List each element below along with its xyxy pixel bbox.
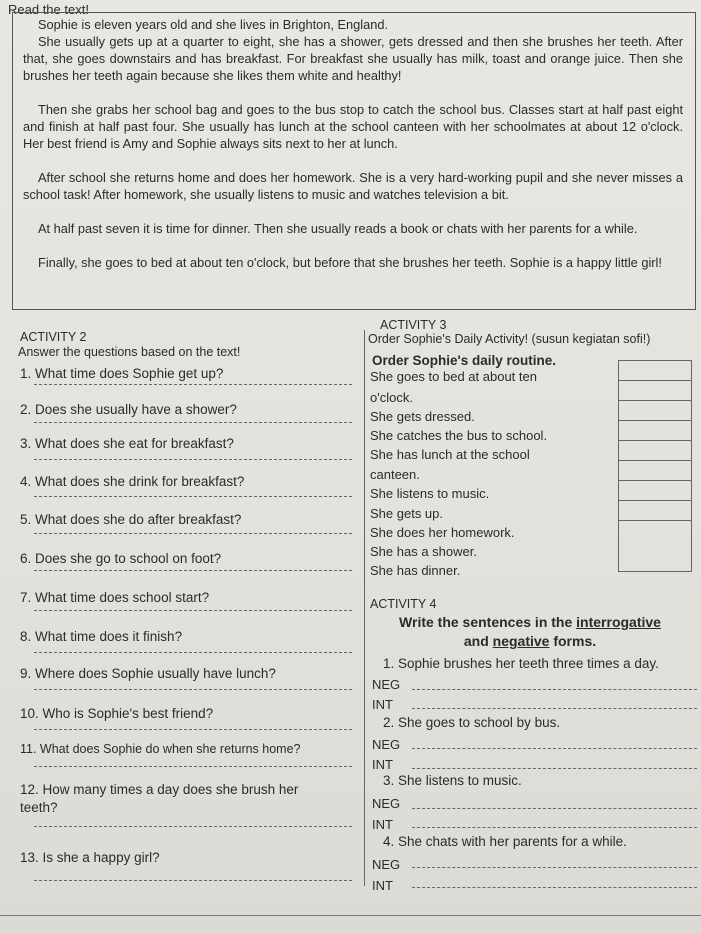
question-10: 10. Who is Sophie's best friend? [20, 706, 214, 721]
routine-item: She does her homework. [370, 525, 515, 540]
question-8: 8. What time does it finish? [20, 629, 183, 644]
activity2-title: ACTIVITY 2 [20, 330, 87, 344]
int-answer-line-2[interactable] [412, 768, 697, 769]
answer-line-7[interactable] [34, 610, 352, 611]
routine-item: She has a shower. [370, 544, 477, 559]
reading-text-box [12, 12, 696, 310]
page-bottom-divider [0, 915, 701, 916]
instruction-text: Write the sentences in the [399, 614, 577, 630]
answer-line-5[interactable] [34, 533, 352, 534]
question-2: 2. Does she usually have a shower? [20, 402, 237, 417]
question-11: 11. What does Sophie do when she returns home? [20, 742, 301, 756]
order-box[interactable] [618, 440, 692, 461]
reading-paragraph-1: Sophie is eleven years old and she lives in Brighton, England. [38, 17, 389, 32]
routine-item: canteen. [370, 467, 420, 482]
neg-label: NEG [372, 677, 401, 692]
instruction-text: forms. [549, 633, 597, 649]
order-box[interactable] [618, 480, 692, 501]
activity2-instruction: Answer the questions based on the text! [18, 345, 241, 359]
sentence-3: 3. She listens to music. [383, 773, 522, 788]
answer-line-3[interactable] [34, 459, 352, 460]
answer-line-13[interactable] [34, 880, 352, 881]
int-answer-line-3[interactable] [412, 827, 697, 828]
int-label: INT [372, 817, 393, 832]
order-box[interactable] [618, 420, 692, 441]
order-box[interactable] [618, 500, 692, 521]
reading-paragraph-3: Then she grabs her school bag and goes to the bus stop to catch the school bus. Classes start at half past eight and finish at half past four. She usually has lunch at the school canteen with her schoolmates at about 12 o'clock. Her best friend is Amy and Sophie always sits next to her at lunch. [23, 102, 683, 151]
neg-label: NEG [372, 857, 401, 872]
int-answer-line-1[interactable] [412, 708, 697, 709]
sentence-1: 1. Sophie brushes her teeth three times a day. [383, 656, 659, 671]
answer-line-6[interactable] [34, 570, 352, 571]
answer-line-1[interactable] [34, 384, 352, 385]
activity3-title: ACTIVITY 3 [380, 318, 447, 332]
answer-line-11[interactable] [34, 766, 352, 767]
question-13: 13. Is she a happy girl? [20, 850, 160, 865]
answer-line-2[interactable] [34, 422, 352, 423]
neg-answer-line-3[interactable] [412, 808, 697, 809]
neg-label: NEG [372, 796, 401, 811]
neg-label: NEG [372, 737, 401, 752]
activity3-instruction: Order Sophie's Daily Activity! (susun kegiatan sofi!) [368, 332, 651, 346]
routine-item: She has dinner. [370, 563, 461, 578]
sentence-4: 4. She chats with her parents for a while. [383, 834, 627, 849]
activity4-title: ACTIVITY 4 [370, 597, 437, 611]
sentence-2: 2. She goes to school by bus. [383, 715, 561, 730]
question-3: 3. What does she eat for breakfast? [20, 436, 234, 451]
answer-line-9[interactable] [34, 689, 352, 690]
neg-answer-line-2[interactable] [412, 748, 697, 749]
question-6: 6. Does she go to school on foot? [20, 551, 222, 566]
routine-item: She gets dressed. [370, 409, 475, 424]
answer-line-8[interactable] [34, 652, 352, 653]
reading-paragraph-2: She usually gets up at a quarter to eight, she has a shower, gets dressed and then she brushes her teeth. After that, she goes downstairs and has breakfast. For breakfast she usually has milk, toast and orange juice. Then she brushes her teeth again because she likes them white and healthy! [23, 34, 683, 83]
neg-answer-line-1[interactable] [412, 689, 697, 690]
routine-item: She listens to music. [370, 486, 490, 501]
neg-answer-line-4[interactable] [412, 867, 697, 868]
order-box[interactable] [618, 460, 692, 481]
activity4-instruction [370, 613, 690, 651]
question-12-continued: teeth? [20, 800, 58, 815]
question-12: 12. How many times a day does she brush her [20, 782, 299, 797]
header-instruction: Read the text! [8, 2, 89, 17]
int-label: INT [372, 878, 393, 893]
instruction-text: and [463, 633, 493, 649]
instruction-interrogative: interrogative [576, 614, 661, 630]
activity3-heading: Order Sophie's daily routine. [372, 353, 556, 368]
answer-line-12[interactable] [34, 826, 352, 827]
question-1: 1. What time does Sophie get up? [20, 366, 224, 381]
order-box[interactable] [618, 400, 692, 421]
question-5: 5. What does she do after breakfast? [20, 512, 242, 527]
answer-line-10[interactable] [34, 729, 352, 730]
int-label: INT [372, 697, 393, 712]
routine-item: She goes to bed at about ten [370, 369, 537, 384]
instruction-negative: negative [492, 633, 550, 649]
routine-item: She gets up. [370, 506, 443, 521]
question-4: 4. What does she drink for breakfast? [20, 474, 245, 489]
column-divider [364, 330, 365, 886]
question-9: 9. Where does Sophie usually have lunch? [20, 666, 276, 681]
int-label: INT [372, 757, 393, 772]
reading-paragraph-4: After school she returns home and does her homework. She is a very hard-working pupil and she never misses a school task! After homework, she usually listens to music and watches television a bit. [23, 170, 683, 202]
order-box[interactable] [618, 520, 692, 572]
reading-paragraph-6: Finally, she goes to bed at about ten o'clock, but before that she brushes her teeth. Sophie is a happy little girl! [38, 255, 662, 270]
order-box[interactable] [618, 380, 692, 401]
routine-item: She catches the bus to school. [370, 428, 548, 443]
order-box[interactable] [618, 360, 692, 381]
routine-item: o'clock. [370, 390, 413, 405]
question-7: 7. What time does school start? [20, 590, 210, 605]
answer-line-4[interactable] [34, 496, 352, 497]
int-answer-line-4[interactable] [412, 887, 697, 888]
reading-paragraph-5: At half past seven it is time for dinner. Then she usually reads a book or chats with her parents for a while. [38, 221, 638, 236]
routine-item: She has lunch at the school [370, 447, 530, 462]
